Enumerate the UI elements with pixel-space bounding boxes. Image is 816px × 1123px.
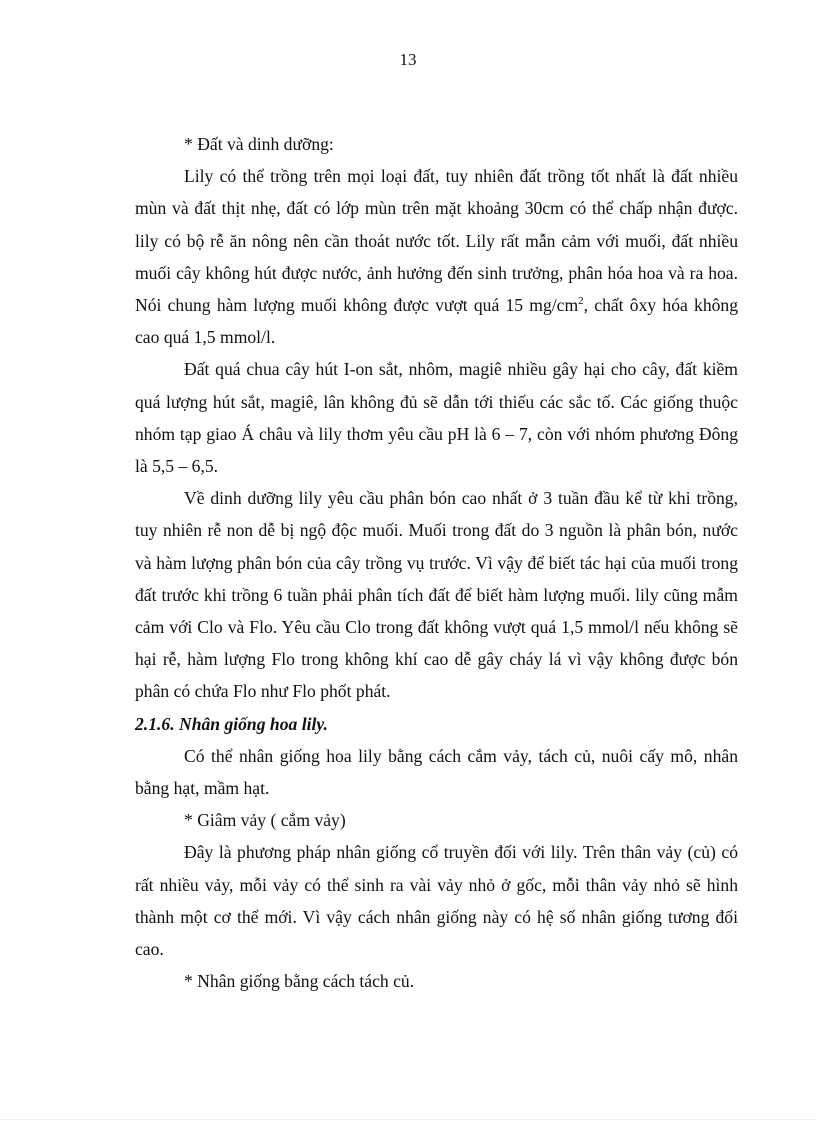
- paragraph-soil-requirements: [135, 160, 738, 353]
- page-number: 13: [399, 50, 417, 69]
- paragraph-fertilizer: Về dinh dưỡng lily yêu cầu phân bón cao nhất ở 3 tuần đầu kể từ khi trồng, tuy nhiên rễ non dễ bị ngộ độc muối. Muối trong đất do 3 nguồn là phân bón, nước và hàm lượng phân bón của cây trồng vụ trước. Vì vậy để biết tác hại của muối trong đất trước khi trồng 6 tuần phải phân tích đất để biết hàm lượng muối. lily cũng mẫm cảm với Clo và Flo. Yêu cầu Clo trong đất không vượt quá 1,5 mmol/l nếu không sẽ hại rễ, hàm lượng Flo trong không khí cao dễ gây cháy lá vì vậy không được bón phân có chứa Flo như Flo phốt phát.: [135, 488, 738, 702]
- paragraph-soil-nutrition-label: * Đất và dinh dưỡng:: [184, 134, 334, 154]
- paragraph-scale-cutting-label: * Giâm vảy ( cắm vảy): [184, 810, 346, 831]
- paragraph-bulb-division-label: * Nhân giống bằng cách tách củ.: [184, 971, 415, 992]
- document-body: [135, 128, 738, 997]
- paragraph-soil-requirements-text: Lily có thể trồng trên mọi loại đất, tuy nhiên đất trồng tốt nhất là đất nhiều mùn và đất thịt nhẹ, đất có lớp mùn trên mặt khoảng 30cm có thể chấp nhận được. lily có bộ rễ ăn nông nên cần thoát nước tốt. Lily rất mẫn cảm với muối, đất nhiều muối cây không hút được nước, ảnh hưởng đến sinh trưởng, phân hóa hoa và ra hoa. Nói chung hàm lượng muối không được vượt quá 15 mg/cm: [135, 166, 738, 316]
- page-bottom-edge: [0, 1119, 816, 1120]
- paragraph-scale-cutting: Đây là phương pháp nhân giống cổ truyền đối với lily. Trên thân vảy (củ) có rất nhiều vảy, mỗi vảy có thể sinh ra vài vảy nhỏ ở gốc, mỗi thân vảy nhỏ sẽ hình thành một cơ thể mới. Vì vậy cách nhân giống này có hệ số nhân giống tương đối cao.: [135, 842, 738, 960]
- paragraph-soil-requirements-tail: , chất ôxy hóa không cao quá 1,5 mmol/l.: [135, 295, 739, 348]
- paragraph-soil-acidity: Đất quá chua cây hút I-on sắt, nhôm, magiê nhiều gây hại cho cây, đất kiềm quá lượng hút sắt, magiê, lân không đủ sẽ dẫn tới thiếu các sắc tố. Các giống thuộc nhóm tạp giao Á châu và lily thơm yêu cầu pH là 6 – 7, còn với nhóm phương Đông là 5,5 – 6,5.: [135, 359, 738, 477]
- section-heading: 2.1.6. Nhân giống hoa lily.: [135, 713, 328, 734]
- superscript-two: 2: [578, 295, 584, 308]
- paragraph-propagation-methods: Có thể nhân giống hoa lily bằng cách cắm vảy, tách củ, nuôi cấy mô, nhân bằng hạt, mầm hạt.: [135, 745, 738, 799]
